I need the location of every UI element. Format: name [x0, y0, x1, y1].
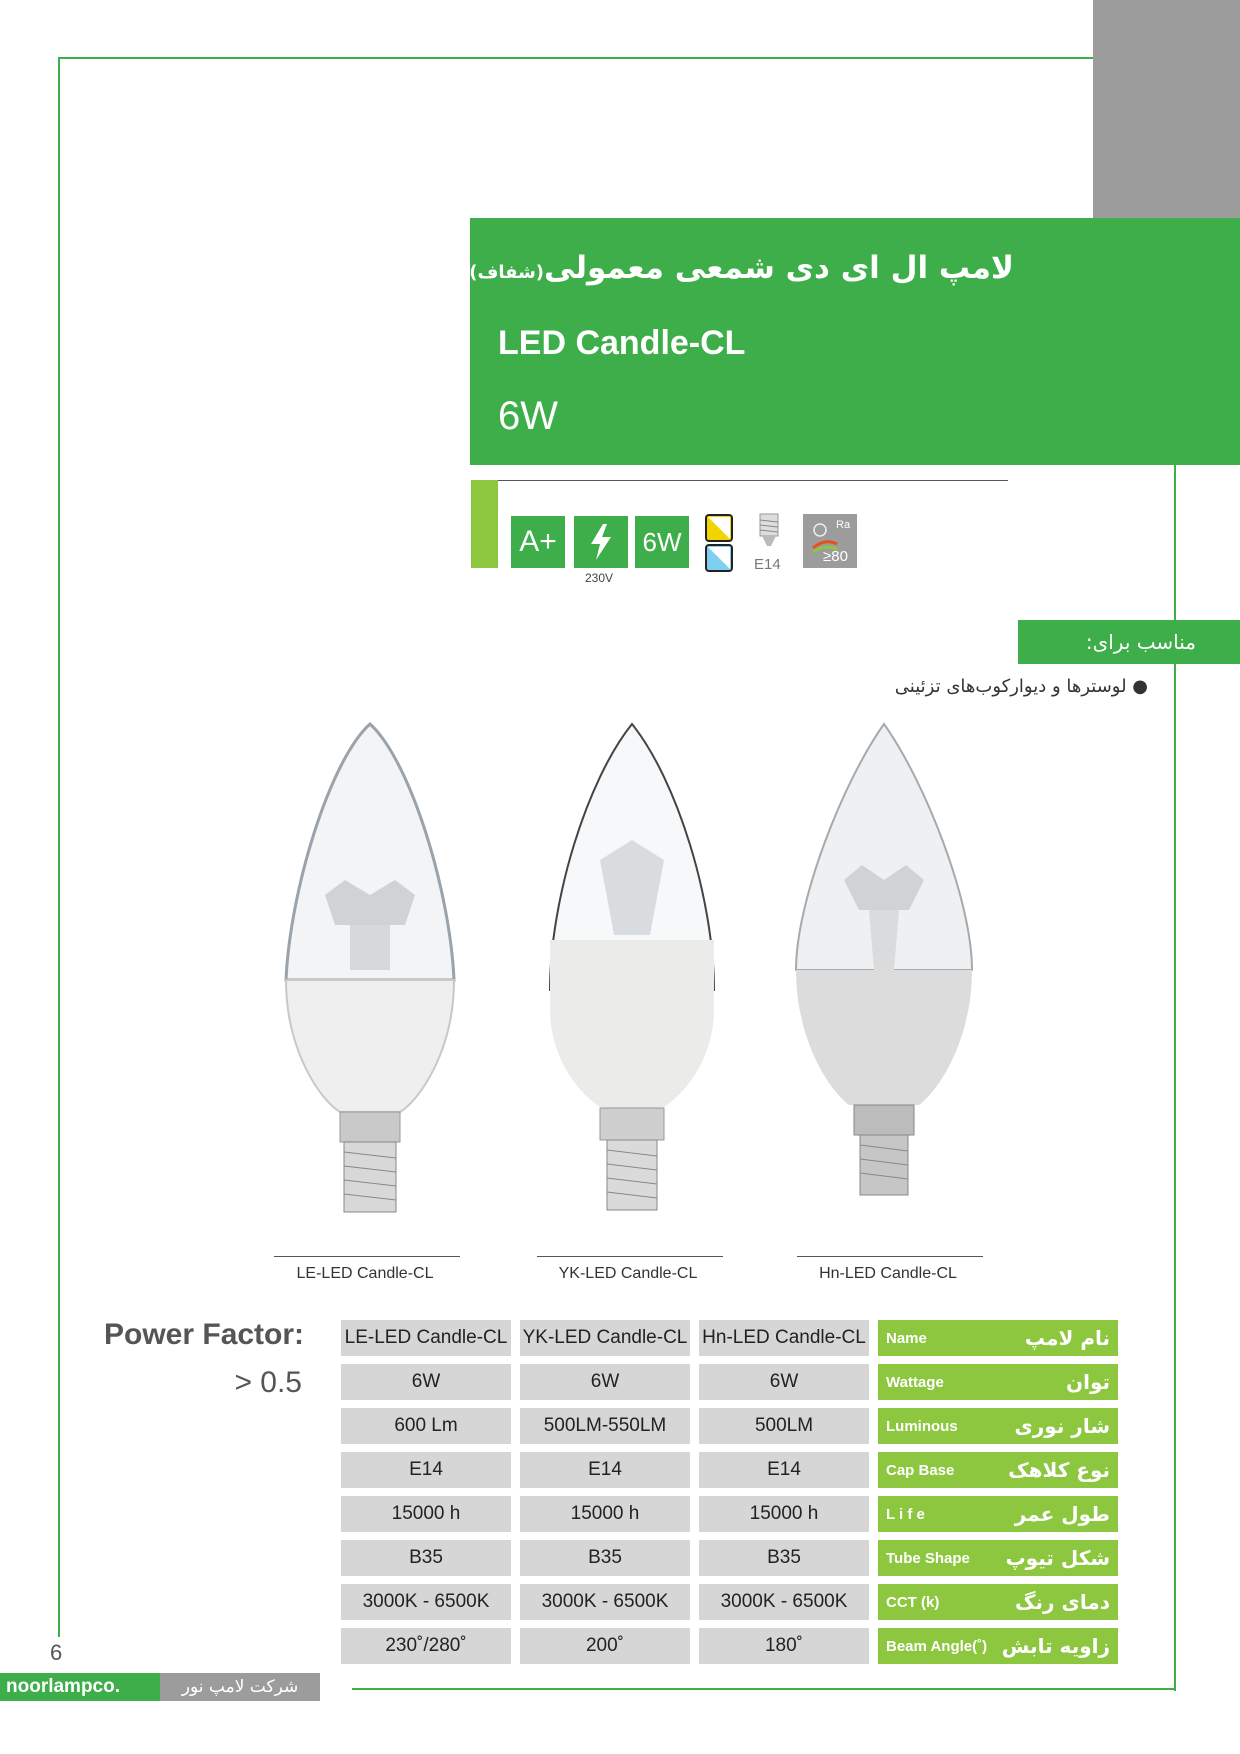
- table-cell: 3000K - 6500K: [520, 1584, 690, 1620]
- table-cell: 6W: [520, 1364, 690, 1400]
- table-cell: E14: [520, 1452, 690, 1488]
- table-cell: 200˚: [520, 1628, 690, 1664]
- row-header-en: Tube Shape: [886, 1549, 970, 1567]
- spec-table: [332, 1312, 1127, 1672]
- voltage-icon: [574, 516, 628, 568]
- row-header-fa: نام لامپ: [1024, 1326, 1110, 1350]
- table-cell: 230˚/280˚: [341, 1628, 511, 1664]
- table-cell: YK-LED Candle-CL: [520, 1320, 690, 1356]
- table-row: [341, 1540, 1118, 1576]
- table-cell: E14: [341, 1452, 511, 1488]
- table-row: [341, 1628, 1118, 1664]
- ra-value: ≥80: [823, 548, 848, 565]
- row-header-en: Name: [886, 1329, 927, 1347]
- table-row: [341, 1320, 1118, 1356]
- bulb-yk-image: [532, 720, 732, 1240]
- bulb-yk-divider: [537, 1256, 723, 1257]
- frame-top-line: [58, 57, 1093, 59]
- corner-tab: [1093, 0, 1240, 218]
- bulb-le-divider: [274, 1256, 460, 1257]
- title-english: LED Candle-CL: [498, 324, 746, 362]
- row-header: [878, 1540, 1118, 1576]
- company-logo: [0, 1673, 320, 1701]
- table-cell: LE-LED Candle-CL: [341, 1320, 511, 1356]
- row-header-fa: شار نوری: [1014, 1414, 1110, 1438]
- table-cell: 500LM: [699, 1408, 869, 1444]
- power-factor-label: Power Factor:: [104, 1318, 305, 1351]
- logo-persian: شرکت لامپ نور: [160, 1673, 320, 1701]
- lightning-icon: [588, 524, 614, 560]
- row-header-en: Wattage: [886, 1373, 944, 1391]
- table-row: [341, 1452, 1118, 1488]
- bulb-hn-divider: [797, 1256, 983, 1257]
- color-rendering-icon: [803, 514, 857, 568]
- table-cell: 15000 h: [520, 1496, 690, 1532]
- ra-label: Ra: [836, 519, 851, 531]
- table-cell: 180˚: [699, 1628, 869, 1664]
- row-header-en: Luminous: [886, 1417, 958, 1435]
- table-cell: Hn-LED Candle-CL: [699, 1320, 869, 1356]
- table-cell: 6W: [341, 1364, 511, 1400]
- suitable-item: ● لوسترها و دیوارکوب‌های تزئینی: [894, 676, 1148, 697]
- bulb-le-image: [270, 720, 470, 1240]
- bulb-hn-label: Hn-LED Candle-CL: [819, 1265, 957, 1282]
- table-cell: B35: [520, 1540, 690, 1576]
- table-cell: 3000K - 6500K: [699, 1584, 869, 1620]
- color-temperature-icon: [705, 514, 733, 576]
- row-header-fa: طول عمر: [1014, 1502, 1110, 1526]
- row-header-fa: نوع کلاهک: [1008, 1458, 1110, 1482]
- suitable-heading: مناسب برای:: [1018, 620, 1240, 664]
- table-cell: E14: [699, 1452, 869, 1488]
- table-cell: B35: [341, 1540, 511, 1576]
- row-header: [878, 1496, 1118, 1532]
- table-row: [341, 1408, 1118, 1444]
- row-header: [878, 1628, 1118, 1664]
- row-header-en: Cap Base: [886, 1461, 955, 1479]
- table-cell: 500LM-550LM: [520, 1408, 690, 1444]
- icon-strip-accent: [471, 480, 498, 568]
- row-header: [878, 1408, 1118, 1444]
- table-row: [341, 1496, 1118, 1532]
- table-row: [341, 1584, 1118, 1620]
- bulb-hn-image: [784, 720, 984, 1240]
- frame-left-line: [58, 57, 60, 1637]
- row-header-en: Beam Angle(˚): [886, 1637, 988, 1655]
- row-header-en: CCT (k): [886, 1593, 940, 1611]
- title-wattage: 6W: [498, 394, 558, 438]
- row-header: [878, 1320, 1118, 1356]
- table-cell: 6W: [699, 1364, 869, 1400]
- table-row: [341, 1364, 1118, 1400]
- row-header-fa: توان: [1066, 1370, 1110, 1394]
- icon-strip-divider: [498, 480, 1008, 481]
- table-cell: 15000 h: [699, 1496, 869, 1532]
- frame-bottom-line: [352, 1688, 1176, 1690]
- title-banner: [470, 218, 1240, 465]
- energy-rating-icon: A+: [511, 516, 565, 568]
- page-number: 6: [50, 1640, 63, 1665]
- table-cell: 600 Lm: [341, 1408, 511, 1444]
- power-factor-value: > 0.5: [234, 1366, 302, 1399]
- row-header-fa: دمای رنگ: [1015, 1590, 1110, 1614]
- row-header: [878, 1364, 1118, 1400]
- voltage-caption: 230V: [585, 571, 614, 585]
- row-header: [878, 1452, 1118, 1488]
- row-header-en: L i f e: [886, 1505, 925, 1523]
- bulb-le-label: LE-LED Candle-CL: [296, 1265, 434, 1282]
- row-header-fa: زاویه تابش: [1001, 1634, 1110, 1658]
- wattage-icon: 6W: [635, 516, 689, 568]
- table-cell: B35: [699, 1540, 869, 1576]
- row-header-fa: شکل تیوپ: [1005, 1546, 1110, 1570]
- cap-base-caption: E14: [754, 556, 781, 573]
- table-cell: 3000K - 6500K: [341, 1584, 511, 1620]
- logo-english: noorlampco.: [0, 1673, 160, 1701]
- title-persian: لامپ ال ای دی شمعی معمولی(شفاف): [469, 250, 1014, 286]
- bulb-yk-label: YK-LED Candle-CL: [558, 1265, 698, 1282]
- cap-base-icon: [756, 512, 782, 556]
- table-cell: 15000 h: [341, 1496, 511, 1532]
- row-header: [878, 1584, 1118, 1620]
